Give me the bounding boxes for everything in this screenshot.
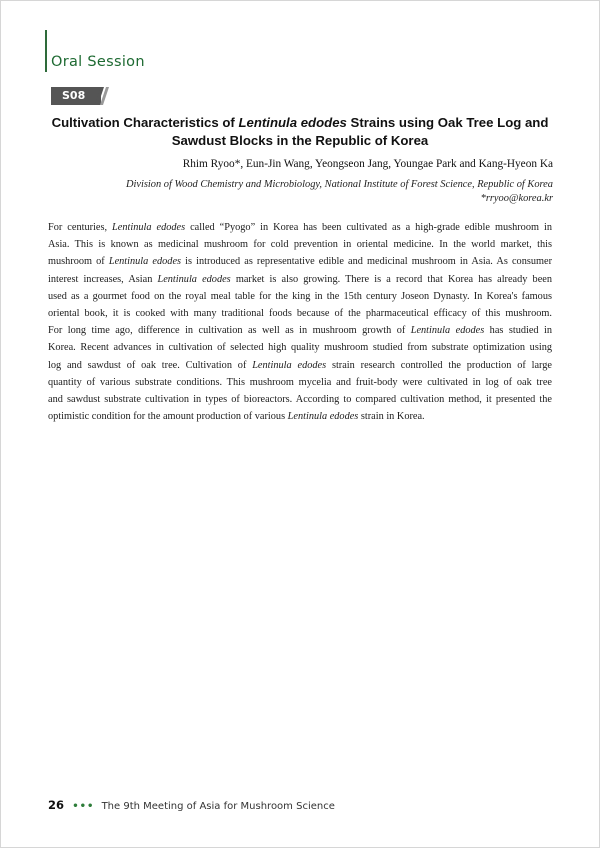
- abstract-line: [48, 305, 552, 322]
- abstract-text: called “Pyogo” in Korea has been cultivated as a high-grade edible mushroom in: [185, 222, 552, 233]
- abstract-line: [48, 391, 552, 408]
- abstract-line: [48, 374, 552, 391]
- session-code-badge: S08: [51, 87, 101, 105]
- abstract-line: [48, 219, 552, 236]
- abstract-text: log and sawdust of oak tree. Cultivation of: [48, 359, 253, 371]
- affiliation: Division of Wood Chemistry and Microbiology, National Institute of Forest Science, Republic of Korea: [125, 179, 553, 190]
- contact-email: *rryoo@korea.kr: [480, 193, 553, 204]
- abstract-text: used as a gourmet food on the royal meal table for the king in the 15th century Joseon Dynasty. In Korea's famous: [48, 290, 552, 302]
- abstract-text: and sawdust substrate cultivation in types of bioreactors. According to compared cultivation method, it presented the: [48, 394, 552, 406]
- species-name: Lentinula edodes: [238, 115, 347, 130]
- abstract-line: [48, 339, 552, 356]
- abstract-text: market is also growing. There is a record that Korea has already been: [230, 273, 552, 285]
- abstract-text: is introduced as representative edible and medicinal mushroom in Asia. As consumer: [181, 256, 553, 268]
- abstract-text: mushroom of: [48, 256, 109, 268]
- footer-dots: •••: [72, 801, 95, 812]
- abstract-text: Korea. Recent advances in cultivation of selected high quality mushroom studied from substrate optimization using: [48, 342, 552, 354]
- page-footer: [48, 798, 335, 812]
- title-text: Strains using Oak Tree Log and: [346, 115, 549, 130]
- abstract-text: For long time ago, difference in cultivation as well as in mushroom growth of: [48, 325, 411, 337]
- species-name: Lentinula edodes: [112, 222, 186, 233]
- abstract-line: [48, 236, 552, 253]
- meeting-name: The 9th Meeting of Asia for Mushroom Science: [101, 801, 335, 812]
- abstract-text: strain in Korea.: [358, 411, 425, 423]
- abstract-text: For centuries,: [48, 222, 113, 233]
- affiliation-block: [126, 178, 553, 206]
- abstract-line: [48, 271, 552, 288]
- species-name: Lentinula edodes: [287, 411, 359, 423]
- abstract-text: interest increases, Asian: [48, 273, 158, 285]
- abstract-line: [48, 253, 552, 270]
- badge-stripes-icon: [95, 87, 109, 105]
- title-text: Cultivation Characteristics of: [51, 115, 239, 130]
- abstract-text: has studied in: [484, 325, 553, 337]
- abstract-text: [48, 219, 552, 425]
- author-list: Rhim Ryoo*, Eun-Jin Wang, Yeongseon Jang, Youngae Park and Kang-Hyeon Ka: [182, 158, 553, 170]
- abstract-line: [48, 322, 552, 339]
- abstract-line: [48, 408, 552, 425]
- species-name: Lentinula edodes: [157, 273, 231, 285]
- session-accent-bar: [45, 30, 47, 72]
- session-title: Oral Session: [51, 54, 145, 70]
- title-text: Sawdust Blocks in the Republic of Korea: [171, 133, 429, 148]
- title-line: [40, 114, 560, 132]
- species-name: Lentinula edodes: [252, 359, 327, 371]
- title-line: [40, 132, 560, 150]
- abstract-line: [48, 288, 552, 305]
- species-name: Lentinula edodes: [410, 325, 485, 337]
- abstract-text: Asia. This is known as medicinal mushroom for cold prevention in oriental medicine. In the world market, this: [48, 239, 552, 251]
- abstract-text: strain research controlled the production of large: [326, 359, 552, 371]
- paper-title: [40, 114, 560, 150]
- abstract-text: quantity of various substrate conditions. This mushroom mycelia and fruit-body were cultivated in log of oak tree: [48, 376, 552, 388]
- abstract-line: [48, 357, 552, 374]
- page-number: 26: [48, 798, 65, 812]
- species-name: Lentinula edodes: [108, 256, 182, 268]
- abstract-text: oriental book, it is cooked with many traditional foods because of the pharmaceutical efficacy of this mushroom.: [48, 308, 552, 320]
- abstract-text: optimistic condition for the amount production of various: [48, 411, 288, 423]
